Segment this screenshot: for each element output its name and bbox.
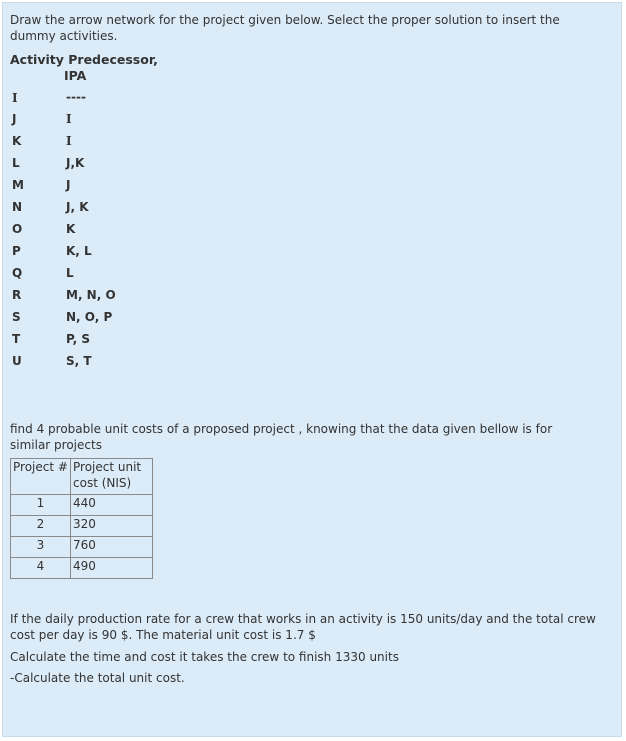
activity-label: P (12, 244, 21, 258)
activity-label: R (12, 288, 22, 302)
question3-task1: Calculate the time and cost it takes the crew to finish 1330 units (10, 650, 399, 664)
activity-table-header-ipa: IPA (64, 68, 87, 83)
project-cost: 440 (71, 495, 153, 516)
predecessor-label: I (66, 134, 72, 148)
question3-text: If the daily production rate for a crew that works in an activity is 150 units/day and the total crew cost per day is 90 $. The material unit cost is 1.7 $ (10, 612, 596, 642)
table-header-unit-cost: Project unit cost (NIS) (71, 459, 153, 495)
activity-label: S (12, 310, 21, 324)
project-cost: 490 (71, 558, 153, 579)
table-header-row (11, 459, 153, 495)
predecessor-label: K (66, 222, 76, 236)
activity-label: Q (12, 266, 23, 280)
predecessor-label: M, N, O (66, 288, 116, 302)
predecessor-label: J,K (66, 156, 85, 170)
activity-label: T (12, 332, 21, 346)
predecessor-label: S, T (66, 354, 92, 368)
project-number: 3 (11, 537, 71, 558)
predecessor-label: J (66, 178, 71, 192)
activity-label: K (12, 134, 22, 148)
project-cost: 760 (71, 537, 153, 558)
question1-intro: Draw the arrow network for the project given below. Select the proper solution to insert the dummy activities. (10, 13, 560, 43)
question2-text: find 4 probable unit costs of a proposed project , knowing that the data given bellow is for similar projects (10, 422, 553, 452)
predecessor-label: L (66, 266, 74, 280)
table-row (11, 537, 153, 558)
predecessor-label: N, O, P (66, 310, 113, 324)
table-row (11, 516, 153, 537)
activity-table-header: Activity Predecessor, (10, 52, 158, 67)
project-cost: 320 (71, 516, 153, 537)
project-number: 1 (11, 495, 71, 516)
project-number: 4 (11, 558, 71, 579)
question-panel (2, 2, 622, 737)
table-row (11, 495, 153, 516)
activity-label: O (12, 222, 23, 236)
activity-label: L (12, 156, 20, 170)
predecessor-label: J, K (66, 200, 89, 214)
question3-task2: -Calculate the total unit cost. (10, 671, 185, 685)
activity-label: J (12, 112, 17, 126)
activity-label: M (12, 178, 24, 192)
predecessor-label: K, L (66, 244, 92, 258)
activity-label: U (12, 354, 22, 368)
activity-label: I (12, 91, 18, 105)
table-header-project: Project # (11, 459, 71, 495)
table-row (11, 558, 153, 579)
predecessor-label: ---- (66, 90, 86, 104)
predecessor-label: I (66, 112, 72, 126)
project-cost-table (10, 458, 153, 579)
predecessor-label: P, S (66, 332, 90, 346)
project-number: 2 (11, 516, 71, 537)
activity-label: N (12, 200, 23, 214)
